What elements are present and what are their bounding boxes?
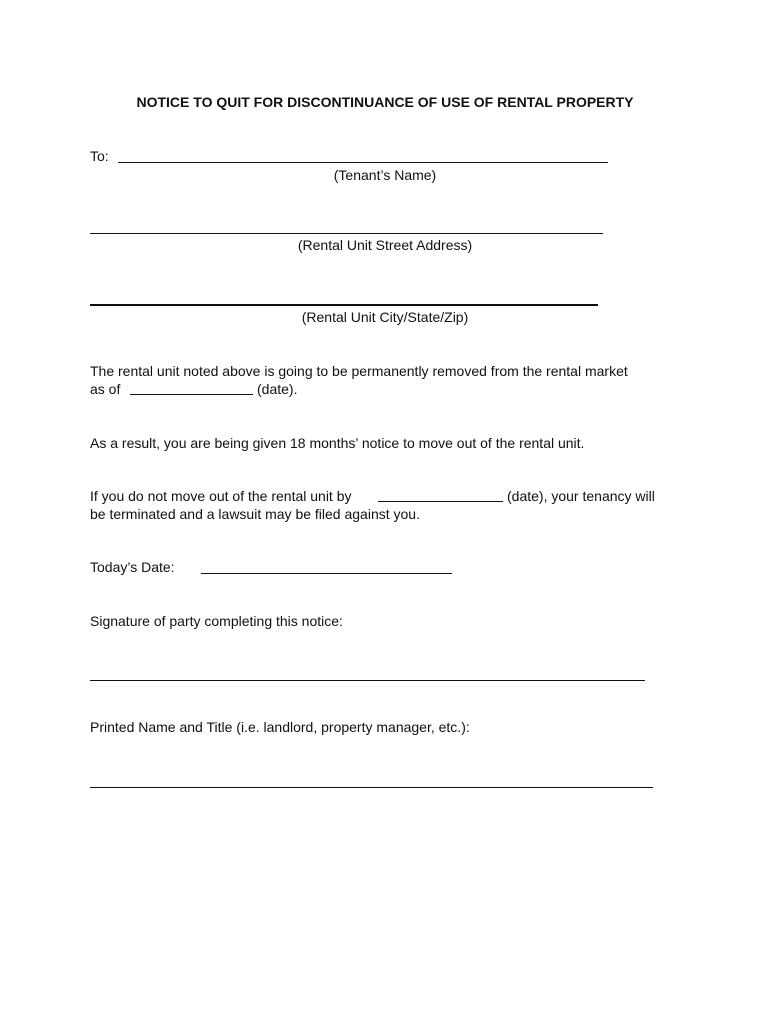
paragraph-removal-suffix: (date).: [257, 381, 298, 397]
street-address-line[interactable]: [90, 233, 603, 234]
paragraph-removal-prefix: as of: [90, 381, 121, 397]
todays-date-line[interactable]: [201, 573, 452, 574]
city-state-zip-caption: (Rental Unit City/State/Zip): [301, 309, 469, 325]
to-label: To:: [90, 148, 109, 164]
removal-date-line[interactable]: [130, 394, 253, 395]
paragraph-notice-period: As a result, you are being given 18 months’ notice to move out of the rental unit.: [90, 435, 585, 451]
signature-line[interactable]: [90, 680, 645, 681]
printed-name-line[interactable]: [90, 787, 653, 788]
city-state-zip-line[interactable]: [90, 304, 598, 306]
street-address-caption: (Rental Unit Street Address): [297, 237, 473, 253]
document-title: NOTICE TO QUIT FOR DISCONTINUANCE OF USE OF RENTAL PROPERTY: [136, 94, 634, 110]
tenant-name-line[interactable]: [118, 162, 608, 163]
todays-date-label: Today’s Date:: [90, 559, 175, 575]
paragraph-move-out-prefix: If you do not move out of the rental unit by: [90, 488, 352, 504]
move-out-date-line[interactable]: [378, 501, 503, 502]
paragraph-move-out-suffix: (date), your tenancy will: [507, 488, 655, 504]
paragraph-move-out-line2: be terminated and a lawsuit may be filed against you.: [90, 506, 420, 522]
printed-name-label: Printed Name and Title (i.e. landlord, property manager, etc.):: [90, 719, 470, 735]
tenant-name-caption: (Tenant’s Name): [333, 167, 437, 183]
paragraph-removal-line1: The rental unit noted above is going to be permanently removed from the rental market: [90, 363, 628, 379]
signature-label: Signature of party completing this notice:: [90, 613, 343, 629]
